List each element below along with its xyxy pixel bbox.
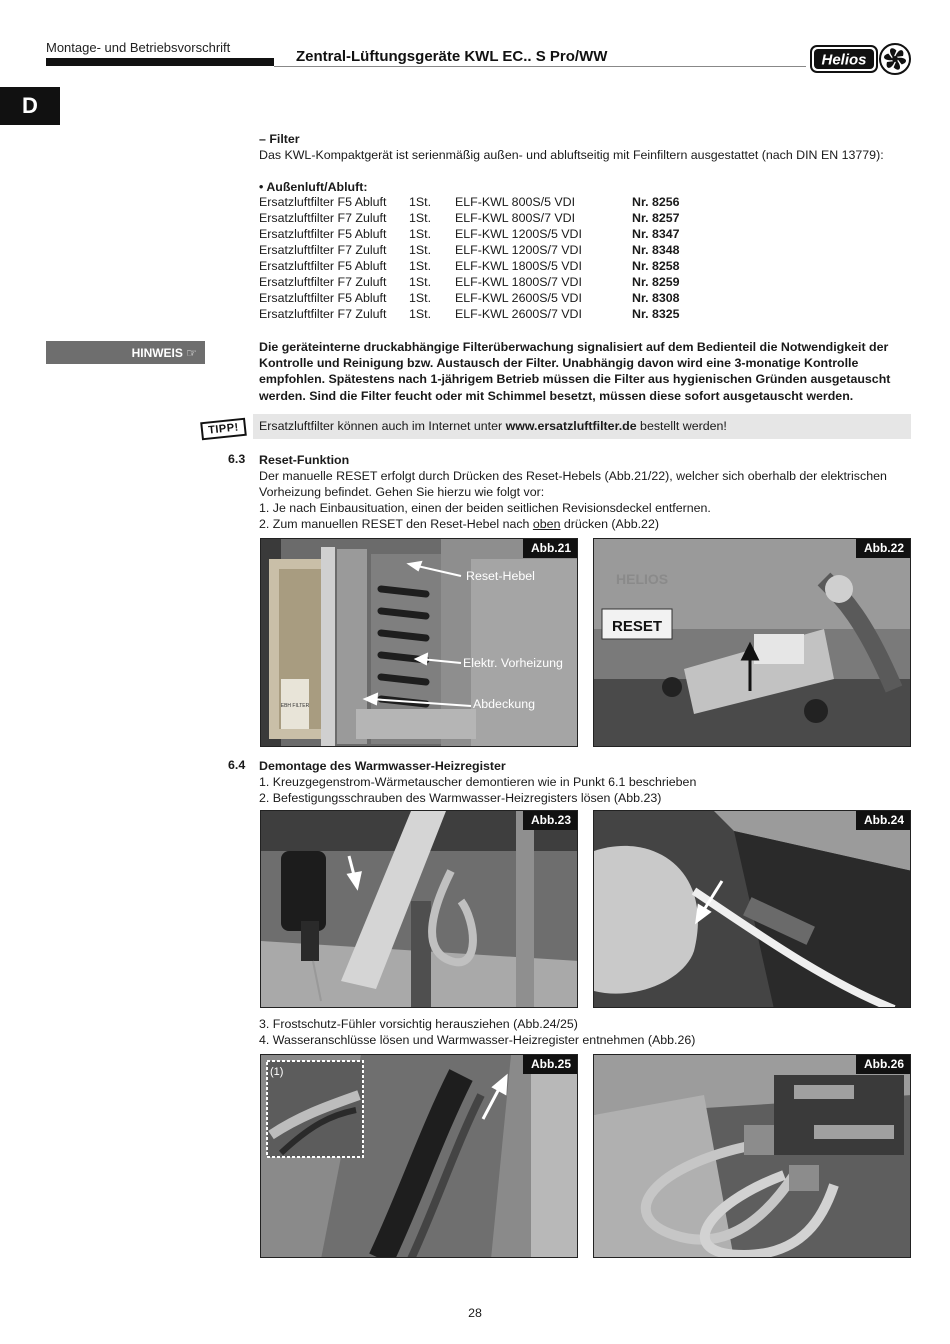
hinweis-label: HINWEIS ☞ bbox=[46, 341, 205, 364]
abb23-photo bbox=[261, 811, 578, 1008]
abb26-label: Abb.26 bbox=[856, 1055, 910, 1074]
callout-abdeckung: Abdeckung bbox=[473, 697, 536, 711]
abb25-photo bbox=[261, 1055, 578, 1258]
tipp-badge: TIPP! bbox=[200, 418, 247, 441]
callout-reset-hebel: Reset-Hebel bbox=[466, 569, 535, 583]
filter-subheading: • Außenluft/Abluft: bbox=[259, 180, 368, 194]
section-63-title: Reset-Funktion bbox=[259, 453, 350, 467]
filter-intro: Das KWL-Kompaktgerät ist serienmäßig außen- und abluftseitig mit Feinfiltern ausgestattet (nach DIN EN 13779): bbox=[259, 148, 884, 162]
page-number: 28 bbox=[468, 1306, 482, 1320]
figure-abb24 bbox=[593, 810, 911, 1008]
figure-abb25 bbox=[260, 1054, 578, 1258]
helios-logo bbox=[810, 42, 912, 76]
tipp-text: Ersatzluftfilter können auch im Internet unter www.ersatzluftfilter.de bestellt werden! bbox=[259, 419, 727, 433]
section-64-title: Demontage des Warmwasser-Heizregister bbox=[259, 759, 506, 773]
abb23-label: Abb.23 bbox=[523, 811, 577, 830]
abb25-label: Abb.25 bbox=[523, 1055, 577, 1074]
section-64-step3: 3. Frostschutz-Fühler vorsichtig herausziehen (Abb.24/25) bbox=[259, 1017, 578, 1031]
header-document-type: Montage- und Betriebsvorschrift bbox=[46, 40, 231, 55]
header-bar bbox=[46, 58, 274, 66]
abb22-reset-sign: RESET bbox=[611, 618, 663, 635]
hinweis-text: Die geräteinterne druckabhängige Filterüberwachung signalisiert auf dem Bedienteil die Notwendigkeit der Kontrolle und Reinigung bzw. Austausch der Filter. Unabhängig davon wird eine 3-monatige Kontrolle empfohlen. Spätestens nach 1-jährigem Betrieb müssen die Filter aus hygienischen Gründen ausgetauscht werden. Sind die Filter feucht oder mit Schimmel besetzt, müssen diese sofort ausgetauscht werden. bbox=[259, 340, 891, 403]
filter-heading: – Filter bbox=[259, 132, 300, 146]
abb22-label: Abb.22 bbox=[856, 539, 910, 558]
abb21-sticker-text: EBH FILTER bbox=[280, 703, 310, 709]
abb22-faint-text: HELIOS bbox=[616, 571, 669, 587]
abb24-photo bbox=[594, 811, 911, 1008]
figure-abb26 bbox=[593, 1054, 911, 1258]
filter-row: Ersatzluftfilter F5 Abluft 1St. ELF-KWL 1800S/5 VDI Nr. 8258 bbox=[259, 259, 680, 273]
callout-vorheizung: Elektr. Vorheizung bbox=[463, 656, 563, 670]
figure-abb22 bbox=[593, 538, 911, 747]
filter-row: Ersatzluftfilter F5 Abluft 1St. ELF-KWL 2600S/5 VDI Nr. 8308 bbox=[259, 291, 680, 305]
tipp-link[interactable]: www.ersatzluftfilter.de bbox=[505, 419, 637, 433]
filter-row: Ersatzluftfilter F7 Zuluft 1St. ELF-KWL 2600S/7 VDI Nr. 8325 bbox=[259, 307, 680, 321]
section-63-step1: 1. Je nach Einbausituation, einen der beiden seitlichen Revisionsdeckel entfernen. bbox=[259, 501, 711, 515]
header-rule bbox=[274, 66, 806, 67]
section-64-step2: 2. Befestigungsschrauben des Warmwasser-Heizregisters lösen (Abb.23) bbox=[259, 791, 662, 805]
abb21-label: Abb.21 bbox=[523, 539, 577, 558]
page-title: Zentral-Lüftungsgeräte KWL EC.. S Pro/WW bbox=[296, 48, 608, 65]
section-63-step2: 2. Zum manuellen RESET den Reset-Hebel nach oben drücken (Abb.22) bbox=[259, 517, 659, 531]
figure-abb23 bbox=[260, 810, 578, 1008]
filter-row: Ersatzluftfilter F7 Zuluft 1St. ELF-KWL 1200S/7 VDI Nr. 8348 bbox=[259, 243, 680, 257]
section-64-step4: 4. Wasseranschlüsse lösen und Warmwasser-Heizregister entnehmen (Abb.26) bbox=[259, 1033, 696, 1047]
filter-row: Ersatzluftfilter F5 Abluft 1St. ELF-KWL 1200S/5 VDI Nr. 8347 bbox=[259, 227, 680, 241]
section-64-step1: 1. Kreuzgegenstrom-Wärmetauscher demontieren wie in Punkt 6.1 beschrieben bbox=[259, 775, 697, 789]
section-63-number: 6.3 bbox=[228, 452, 246, 466]
filter-row: Ersatzluftfilter F5 Abluft 1St. ELF-KWL 800S/5 VDI Nr. 8256 bbox=[259, 195, 680, 209]
figure-abb21 bbox=[260, 538, 578, 747]
fan-icon bbox=[880, 44, 910, 74]
filter-row: Ersatzluftfilter F7 Zuluft 1St. ELF-KWL 1800S/7 VDI Nr. 8259 bbox=[259, 275, 680, 289]
logo-text: Helios bbox=[821, 51, 867, 69]
section-64-number: 6.4 bbox=[228, 758, 246, 772]
abb25-inset-label: (1) bbox=[270, 1066, 284, 1078]
section-63-para: Der manuelle RESET erfolgt durch Drücken des Reset-Hebels (Abb.21/22), welcher sich oberhalb der elektrischen Vorheizung befindet. Gehen Sie hierzu wie folgt vor: bbox=[259, 469, 887, 499]
abb24-label: Abb.24 bbox=[856, 811, 910, 830]
language-tab: D bbox=[0, 87, 60, 125]
filter-table bbox=[259, 194, 712, 322]
abb22-photo bbox=[594, 539, 911, 747]
filter-row: Ersatzluftfilter F7 Zuluft 1St. ELF-KWL 800S/7 VDI Nr. 8257 bbox=[259, 211, 680, 225]
abb26-photo bbox=[594, 1055, 911, 1258]
